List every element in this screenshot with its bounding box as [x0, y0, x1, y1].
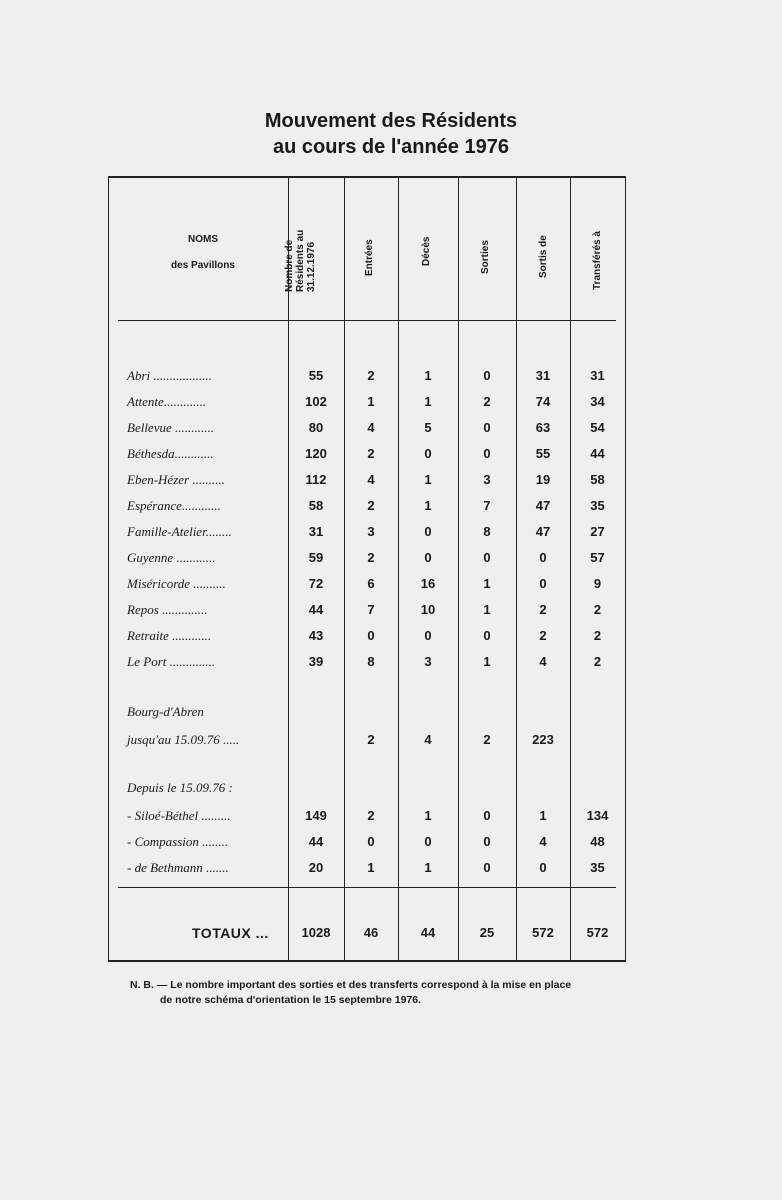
total-entrees: 46: [363, 925, 379, 940]
cell-transferes: 57: [590, 550, 605, 565]
cell-entrees: 1: [367, 860, 375, 875]
header-deces: Décès: [421, 236, 432, 266]
cell-nombre: 120: [305, 446, 327, 461]
pavillon-name: - Siloé-Béthel .........: [127, 808, 231, 823]
cell-entrees: 2: [367, 732, 375, 747]
cell-entrees: 3: [367, 524, 375, 539]
cell-sorties: 1: [483, 602, 491, 617]
footnote-line-1: N. B. — Le nombre important des sorties et des transferts correspond à la mise en place: [130, 979, 572, 991]
cell-sortis: 31: [535, 368, 551, 383]
pavillon-name: Attente.............: [127, 394, 207, 409]
table-row: [108, 600, 626, 620]
cell-nombre: 58: [308, 498, 324, 513]
cell-sorties: 1: [483, 576, 491, 591]
total-nombre: 1028: [301, 925, 331, 940]
cell-deces: 1: [424, 808, 432, 823]
cell-deces: 1: [424, 860, 432, 875]
cell-deces: 16: [420, 576, 436, 591]
total-transferes: 572: [586, 925, 609, 940]
cell-entrees: 1: [367, 394, 375, 409]
total-sorties: 25: [479, 925, 495, 940]
cell-deces: 0: [424, 834, 432, 849]
totals-label: TOTAUX ...: [192, 925, 269, 941]
header-sorties: Sorties: [480, 240, 491, 274]
cell-transferes: 44: [590, 446, 605, 461]
cell-entrees: 4: [367, 420, 375, 435]
header-noms-line-2: des Pavillons: [171, 260, 235, 271]
cell-sortis: 47: [535, 524, 551, 539]
cell-transferes: 2: [593, 602, 602, 617]
cell-nombre: 55: [308, 368, 324, 383]
cell-transferes: 35: [590, 498, 605, 513]
cell-sortis: 74: [535, 394, 551, 409]
title-line-1: Mouvement des Résidents: [264, 110, 518, 132]
table-row: [108, 418, 626, 438]
pavillon-name: Famille-Atelier........: [127, 524, 232, 539]
cell-deces: 0: [424, 550, 432, 565]
cell-deces: 3: [424, 654, 432, 669]
cell-transferes: 9: [593, 576, 602, 591]
total-deces: 44: [420, 925, 436, 940]
cell-deces: 1: [424, 472, 432, 487]
cell-sortis: 47: [535, 498, 551, 513]
cell-transferes: 2: [593, 628, 602, 643]
totals-row: [108, 923, 626, 943]
cell-deces: 0: [424, 628, 432, 643]
cell-deces: 1: [424, 368, 432, 383]
pavillon-name: Bourg-d'Abren: [127, 704, 204, 719]
pavillon-name: Retraite ............: [127, 628, 212, 643]
movement-table: [108, 176, 626, 962]
cell-nombre: 44: [308, 602, 324, 617]
pavillon-name: - Compassion ........: [127, 834, 229, 849]
cell-nombre: 44: [308, 834, 324, 849]
header-noms: [118, 234, 288, 245]
cell-entrees: 7: [367, 602, 375, 617]
cell-sorties: 8: [483, 524, 491, 539]
pavillon-name: Béthesda............: [127, 446, 214, 461]
table-row: [108, 626, 626, 646]
header-entrees: Entrées: [364, 239, 375, 276]
page-title: [0, 108, 782, 160]
cell-transferes: 48: [590, 834, 605, 849]
cell-sorties: 0: [483, 860, 491, 875]
table-row: [108, 392, 626, 412]
pavillon-name: jusqu'au 15.09.76 .....: [127, 732, 240, 747]
cell-nombre: 72: [308, 576, 324, 591]
cell-entrees: 2: [367, 550, 375, 565]
total-sortis: 572: [532, 925, 554, 940]
cell-sorties: 1: [483, 654, 491, 669]
table-row: [108, 832, 626, 852]
cell-nombre: 80: [308, 420, 324, 435]
cell-sortis: 0: [539, 550, 547, 565]
cell-nombre: 59: [308, 550, 324, 565]
table-row: [108, 806, 626, 826]
cell-transferes: 34: [590, 394, 605, 409]
table-row: [108, 496, 626, 516]
cell-transferes: 2: [593, 654, 602, 669]
header-sortis-de: Sortis de: [538, 235, 549, 278]
table-row-bourg: [108, 702, 626, 722]
cell-deces: 5: [424, 420, 432, 435]
table-row: [108, 444, 626, 464]
table-row: [108, 652, 626, 672]
cell-nombre: 112: [305, 472, 327, 487]
cell-sorties: 0: [483, 834, 491, 849]
cell-sortis: 0: [539, 576, 547, 591]
cell-sorties: 0: [483, 628, 491, 643]
cell-nombre: 102: [305, 394, 327, 409]
footnote: [130, 978, 650, 1008]
cell-entrees: 4: [367, 472, 375, 487]
cell-sorties: 0: [483, 446, 491, 461]
cell-transferes: 58: [590, 472, 605, 487]
table-row: [108, 522, 626, 542]
cell-transferes: 134: [586, 808, 609, 823]
pavillon-name: Guyenne ............: [127, 550, 216, 565]
cell-entrees: 0: [367, 834, 375, 849]
table-top-rule: [108, 176, 626, 178]
header-transferes: Transférés à: [592, 231, 603, 290]
cell-sortis: 63: [535, 420, 551, 435]
footnote-line-2: de notre schéma d'orientation le 15 septembre 1976.: [160, 994, 422, 1006]
cell-entrees: 2: [367, 368, 375, 383]
cell-entrees: 0: [367, 628, 375, 643]
cell-nombre: 20: [308, 860, 324, 875]
cell-deces: 10: [420, 602, 436, 617]
cell-sortis: 55: [535, 446, 551, 461]
pavillon-name: Miséricorde ..........: [127, 576, 226, 591]
pavillon-name: Bellevue ............: [127, 420, 214, 435]
header-noms-sub: [118, 260, 288, 271]
cell-sorties: 0: [483, 420, 491, 435]
table-row: [108, 574, 626, 594]
cell-transferes: 35: [590, 860, 605, 875]
pavillon-name: Abri ..................: [127, 368, 212, 383]
cell-sorties: 0: [483, 550, 491, 565]
table-bottom-rule: [108, 960, 626, 962]
cell-transferes: 31: [590, 368, 605, 383]
cell-sorties: 3: [483, 472, 491, 487]
cell-sorties: 7: [483, 498, 491, 513]
depuis-label: Depuis le 15.09.76 :: [127, 780, 233, 795]
cell-sorties: 0: [483, 368, 491, 383]
header-nombre: Nombre de Résidents au 31.12.1976: [284, 229, 317, 292]
cell-sortis: 0: [539, 860, 547, 875]
cell-transferes: 27: [590, 524, 605, 539]
table-row: [108, 548, 626, 568]
cell-deces: 1: [424, 394, 432, 409]
cell-sortis: 4: [539, 654, 547, 669]
table-row-bourg-values: [108, 730, 626, 750]
pavillon-name: Le Port ..............: [127, 654, 216, 669]
pavillon-name: Espérance............: [127, 498, 221, 513]
pavillon-name: Repos ..............: [127, 602, 208, 617]
title-line-2: au cours de l'année 1976: [273, 136, 509, 158]
cell-sortis: 1: [539, 808, 547, 823]
pavillon-name: - de Bethmann .......: [127, 860, 229, 875]
totals-separator: [118, 887, 616, 888]
cell-nombre: 31: [308, 524, 324, 539]
cell-sortis: 4: [539, 834, 547, 849]
cell-deces: 4: [424, 732, 432, 747]
cell-nombre: 149: [305, 808, 327, 823]
cell-transferes: 54: [590, 420, 605, 435]
cell-deces: 0: [424, 446, 432, 461]
cell-deces: 0: [424, 524, 432, 539]
table-row: [108, 470, 626, 490]
cell-nombre: 39: [308, 654, 324, 669]
cell-deces: 1: [424, 498, 432, 513]
cell-sorties: 2: [483, 732, 491, 747]
cell-sortis: 2: [539, 628, 547, 643]
cell-entrees: 6: [367, 576, 375, 591]
cell-sortis: 223: [532, 732, 554, 747]
table-row: [108, 858, 626, 878]
cell-sorties: 0: [483, 808, 491, 823]
cell-entrees: 8: [367, 654, 375, 669]
cell-sorties: 2: [483, 394, 491, 409]
cell-sortis: 2: [539, 602, 547, 617]
cell-entrees: 2: [367, 808, 375, 823]
cell-nombre: 43: [308, 628, 324, 643]
header-separator: [118, 320, 616, 321]
header-noms-line-1: NOMS: [188, 234, 218, 245]
depuis-label-row: [108, 778, 626, 798]
pavillon-name: Eben-Hézer ..........: [127, 472, 225, 487]
cell-entrees: 2: [367, 446, 375, 461]
table-row: [108, 366, 626, 386]
cell-sortis: 19: [535, 472, 551, 487]
cell-entrees: 2: [367, 498, 375, 513]
